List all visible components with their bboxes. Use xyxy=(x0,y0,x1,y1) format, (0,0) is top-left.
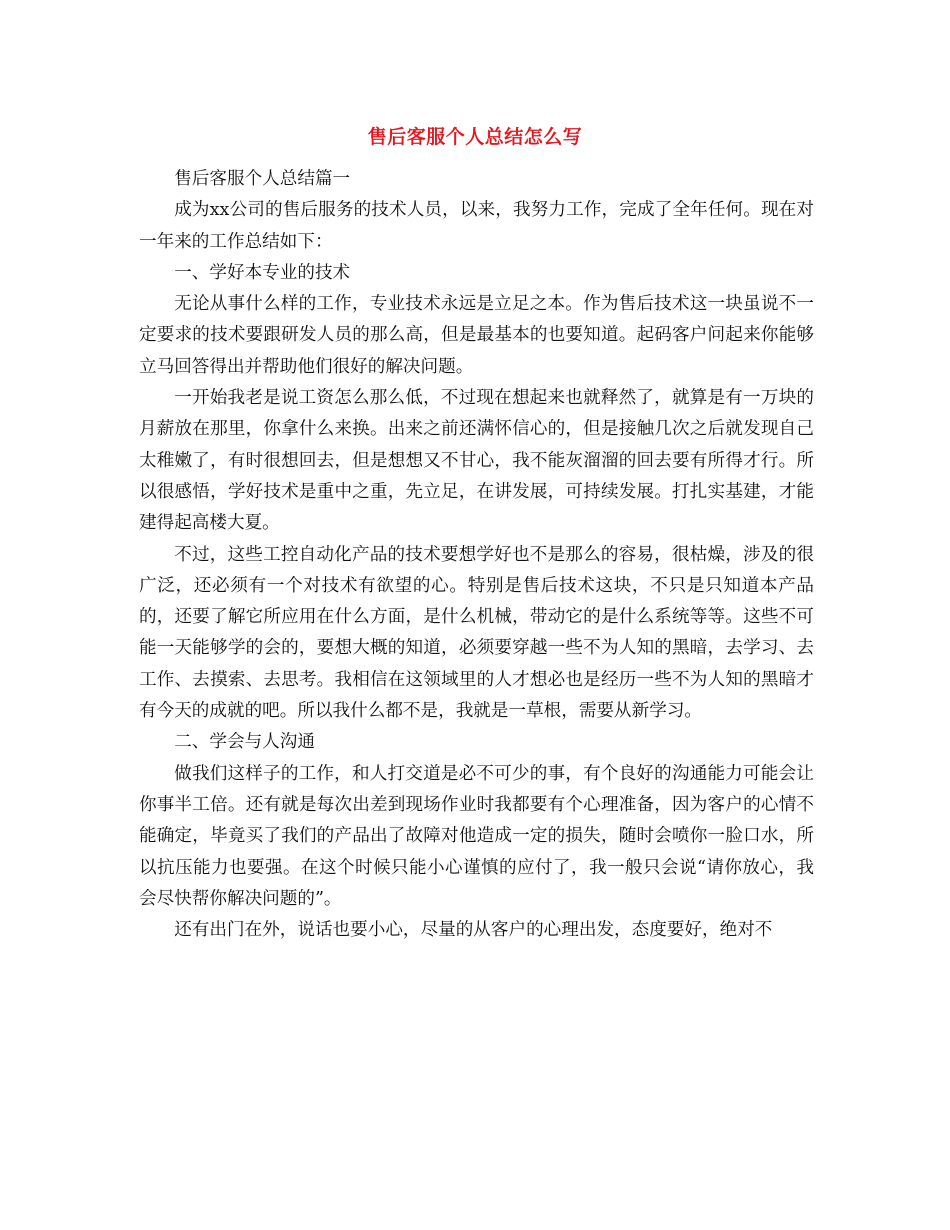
paragraph: 成为xx公司的售后服务的技术人员，以来，我努力工作，完成了全年任何。现在对一年来的工作总结如下： xyxy=(139,200,814,252)
paragraph: 做我们这样子的工作，和人打交道是必不可少的事，有个良好的沟通能力可能会让你事半工倍。还有就是每次出差到现场作业时我都要有个心理准备，因为客户的心情不能确定，毕竟买了我们的产品出了故障对他造成一定的损失，随时会喷你一脸口水，所以抗压能力也要强。在这个时候只能小心谨慎的应付了，我一般只会说“请你放心，我会尽快帮你解决问题的”。 xyxy=(139,763,814,909)
paragraph: 无论从事什么样的工作，专业技术永远是立足之本。作为售后技术这一块虽说不一定要求的技术要跟研发人员的那么高，但是最基本的也要知道。起码客户问起来你能够立马回答得出并帮助他们很好的解决问题。 xyxy=(139,294,814,377)
document-body xyxy=(139,164,814,946)
section-heading: 售后客服个人总结篇一 xyxy=(174,169,351,189)
paragraph: 一开始我老是说工资怎么那么低，不过现在想起来也就释然了，就算是有一万块的月薪放在那里，你拿什么来换。出来之前还满怀信心的，但是接触几次之后就发现自己太稚嫩了，有时很想回去，但是想想又不甘心，我不能灰溜溜的回去要有所得才行。所以很感悟，学好技术是重中之重，先立足，在讲发展，可持续发展。打扎实基建，才能建得起高楼大夏。 xyxy=(139,388,814,534)
paragraph: 不过，这些工控自动化产品的技术要想学好也不是那么的容易，很枯燥，涉及的很广泛，还必须有一个对技术有欲望的心。特别是售后技术这块，不只是只知道本产品的，还要了解它所应用在什么方面，是什么机械，带动它的是什么系统等等。这些不可能一天能够学的会的，要想大概的知道，必须要穿越一些不为人知的黑暗，去学习、去工作、去摸索、去思考。我相信在这领域里的人才想必也是经历一些不为人知的黑暗才有今天的成就的吧。所以我什么都不是，我就是一草根，需要从新学习。 xyxy=(139,544,814,722)
paragraph: 还有出门在外，说话也要小心，尽量的从客户的心理出发，态度要好，绝对不 xyxy=(174,920,773,941)
subsection-heading: 一、学好本专业的技术 xyxy=(174,262,351,283)
subsection-heading: 二、学会与人沟通 xyxy=(174,732,315,753)
document-title: 售后客服个人总结怎么写 xyxy=(367,126,583,148)
